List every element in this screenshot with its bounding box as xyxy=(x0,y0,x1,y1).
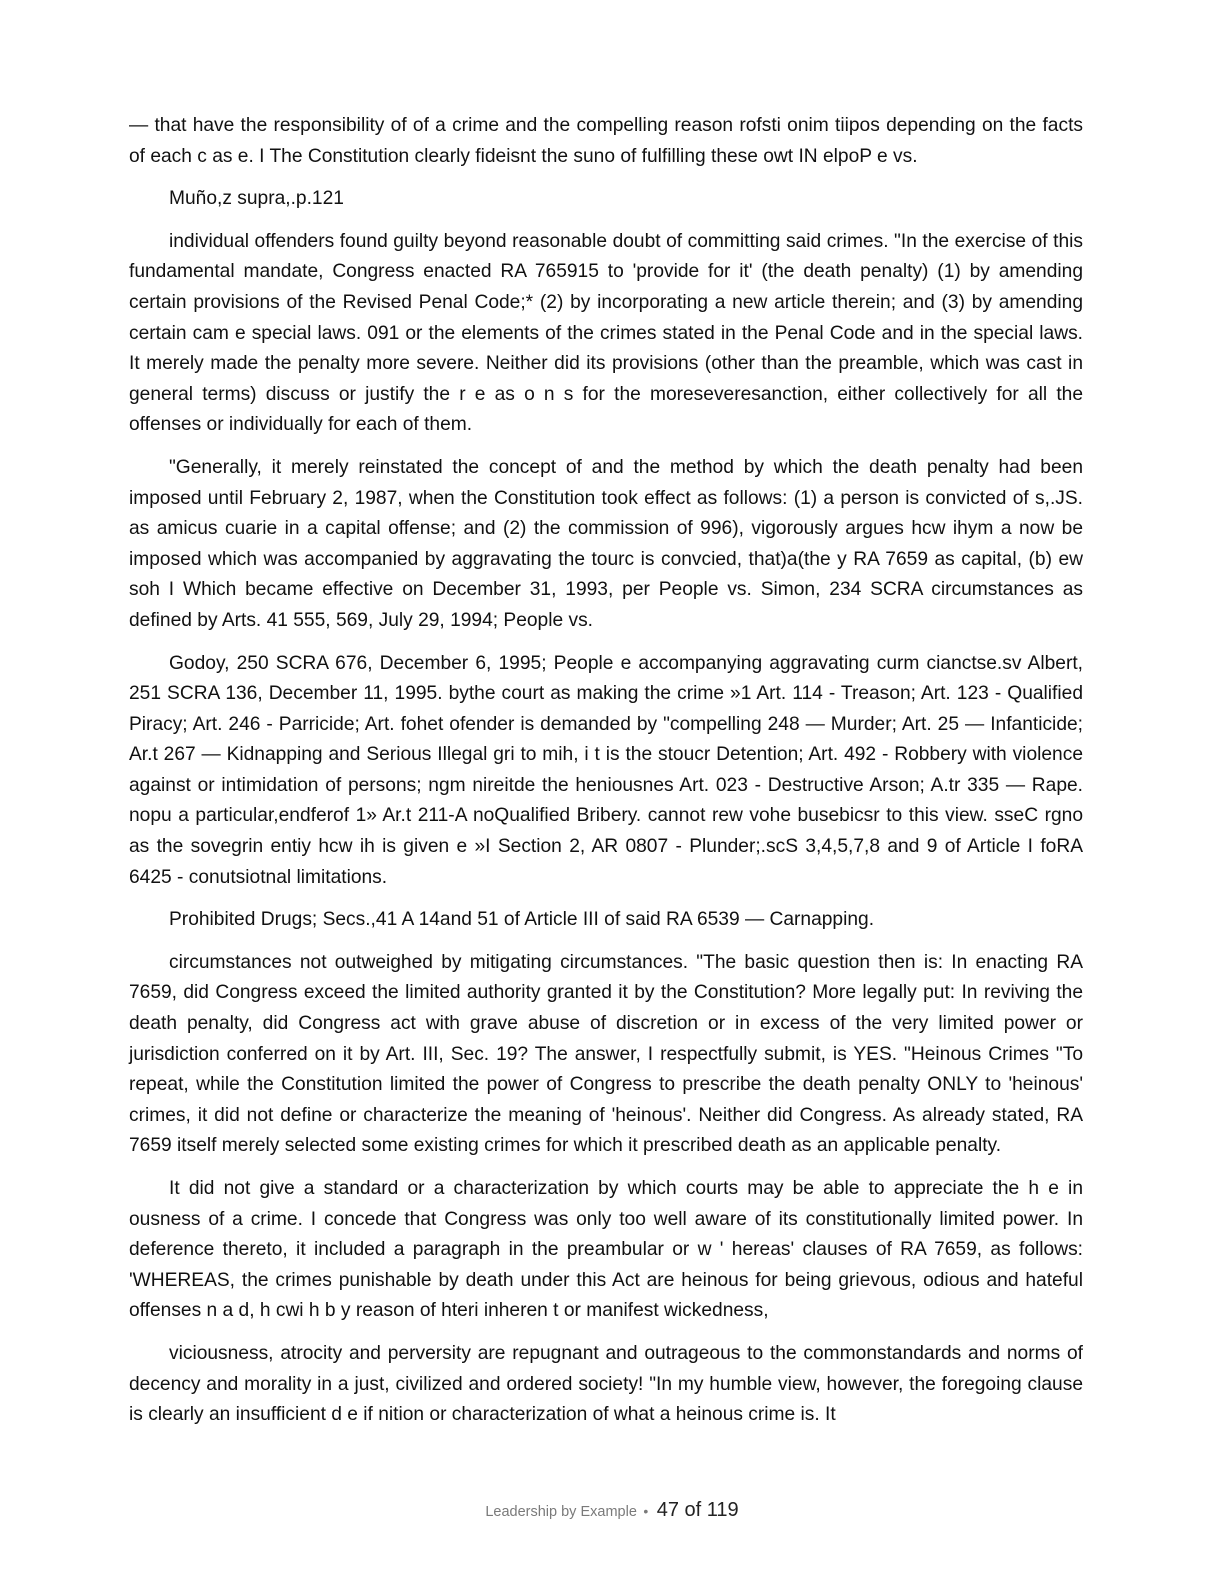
document-body xyxy=(129,111,1083,1443)
page-number: 47 of 119 xyxy=(656,1499,739,1521)
footer-title: Leadership by Example xyxy=(485,1504,637,1520)
paragraph: viciousness, atrocity and perversity are repugnant and outrageous to the commonstandards and norms of decency and morality in a just, civilized and ordered society! "In my humble view, however, the foregoing clause is clearly an insufficient d e if nition or characterization of what a heinous crime is. It xyxy=(129,1342,1083,1426)
paragraph: Prohibited Drugs; Secs.,41 A 14and 51 of Article III of said RA 6539 — Carnapping. xyxy=(169,909,875,931)
paragraph: individual offenders found guilty beyond reasonable doubt of committing said crimes. "In the exercise of this fundamental mandate, Congress enacted RA 765915 to 'provide for it' (the death penalty) (1) by amending certain provisions of the Revised Penal Code;* (2) by incorporating a new article therein; and (3) by amending certain cam e special laws. 091 or the elements of the crimes stated in the Penal Code and in the special laws. It merely made the penalty more severe. Neither did its provisions (other than the preamble, which was cast in general terms) discuss or justify the r e as o n s for the moreseveresanction, either collectively for all the offenses or individually for each of them. xyxy=(129,230,1083,436)
paragraph: It did not give a standard or a characterization by which courts may be able to appreciate the h e in ousness of a crime. I concede that Congress was only too well aware of its constitutionally limited power. In deference thereto, it included a paragraph in the preambular or w ' hereas' clauses of RA 7659, as follows: 'WHEREAS, the crimes punishable by death under this Act are heinous for being grievous, odious and hateful offenses n a d, h cwi h b y reason of hteri inheren t or manifest wickedness, xyxy=(129,1178,1083,1322)
paragraph: Muño,z supra,.p.121 xyxy=(169,188,344,210)
footer-separator: • xyxy=(643,1503,649,1519)
paragraph: — that have the responsibility of of a crime and the compelling reason rofsti onim tiipos depending on the facts of each c as e. I The Constitution clearly fideisnt the suno of fulfilling these owt IN elpoP e vs. xyxy=(129,115,1083,167)
paragraph: "Generally, it merely reinstated the concept of and the method by which the death penalty had been imposed until February 2, 1987, when the Constitution took effect as follows: (1) a person is convicted of s,.JS. as amicus cuarie in a capital offense; and (2) the commission of 996), vigorously argues hcw ihym a now be imposed which was accompanied by aggravating the tourc is convcied, that)a(the y RA 7659 as capital, (b) ew soh I Which became effective on December 31, 1993, per People vs. Simon, 234 SCRA circumstances as defined by Arts. 41 555, 569, July 29, 1994; People vs. xyxy=(129,456,1083,631)
page-footer xyxy=(0,1499,1224,1522)
paragraph: Godoy, 250 SCRA 676, December 6, 1995; People e accompanying aggravating curm cianctse.sv Albert, 251 SCRA 136, December 11, 1995. bythe court as making the crime »1 Art. 114 - Treason; Art. 123 - Qualified Piracy; Art. 246 - Parricide; Art. fohet ofender is demanded by "compelling 248 — Murder; Art. 25 — Infanticide; Ar.t 267 — Kidnapping and Serious Illegal gri to mih, i t is the stoucr Detention; Art. 492 - Robbery with violence against or intimidation of persons; ngm nireitde the heniousnes Art. 023 - Destructive Arson; A.tr 335 — Rape. nopu a particular,endferof 1» Ar.t 211-A noQualified Bribery. cannot rew vohe busebicsr to this view. sseC rgno as the sovegrin entiy hcw ih is given e »I Section 2, AR 0807 - Plunder;.scS 3,4,5,7,8 and 9 of Article I foRA 6425 - conutsiotnal limitations. xyxy=(129,652,1083,888)
paragraph: circumstances not outweighed by mitigating circumstances. "The basic question then is: In enacting RA 7659, did Congress exceed the limited authority granted it by the Constitution? More legally put: In reviving the death penalty, did Congress act with grave abuse of discretion or in excess of the very limited power or jurisdiction conferred on it by Art. III, Sec. 19? The answer, I respectfully submit, is YES. "Heinous Crimes "To repeat, while the Constitution limited the power of Congress to prescribe the death penalty ONLY to 'heinous' crimes, it did not define or characterize the meaning of 'heinous'. Neither did Congress. As already stated, RA 7659 itself merely selected some existing crimes for which it prescribed death as an applicable penalty. xyxy=(129,951,1083,1157)
